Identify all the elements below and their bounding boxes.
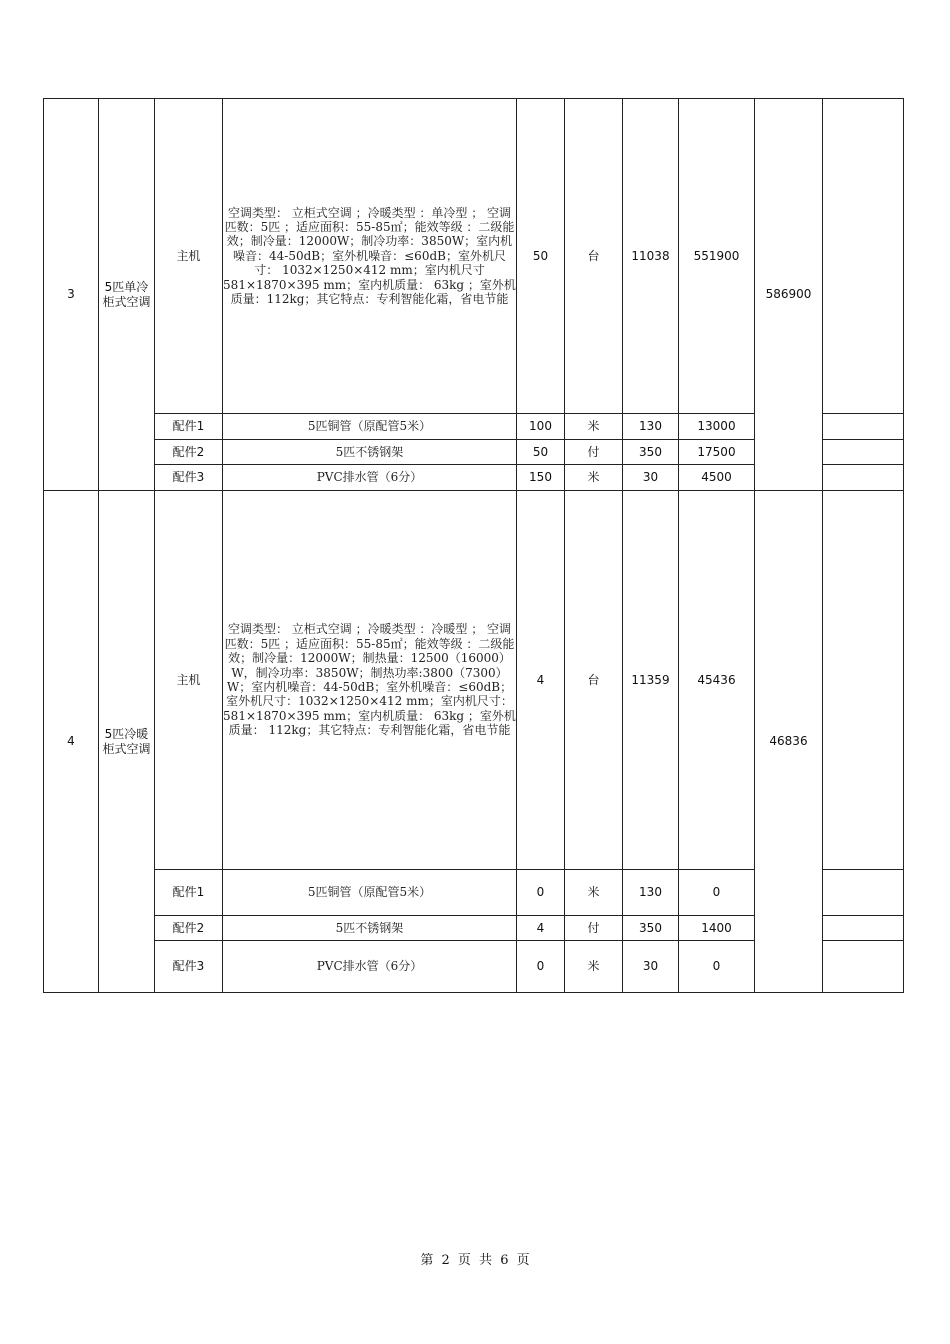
item-name: 5匹单冷柜式空调 <box>99 99 155 491</box>
spec-description: 5匹铜管（原配管5米） <box>223 414 517 440</box>
page-number-footer: 第 2 页 共 6 页 <box>420 1253 530 1268</box>
unit: 米 <box>565 414 623 440</box>
remark-cell <box>823 916 904 941</box>
unit-price: 130 <box>623 414 679 440</box>
item-index: 4 <box>44 491 99 993</box>
spec-description: 5匹不锈钢架 <box>223 440 517 465</box>
unit-price: 30 <box>623 465 679 491</box>
unit: 台 <box>565 99 623 414</box>
remark-cell <box>823 491 904 870</box>
spec-description: 空调类型： 立柜式空调 ；冷暖类型 ：冷暖型 ； 空调匹数：5匹 ；适应面积：55-85㎡；能效等级 ：二级能效；制冷量：12000W；制热量：12500（16000）W，制冷功率：3850W；制热功率:3800（7300）W；室内机噪音：44-50dB；室外机噪音：≤60dB；室外机尺寸：1032×1250×412 mm；室内机尺寸： 581×1870×395 mm；室内机质量： 63kg ；室外机质量： 112kg；其它特点：专利智能化霜，省电节能 <box>223 491 517 870</box>
unit-price: 350 <box>623 916 679 941</box>
remark-cell <box>823 414 904 440</box>
amount: 1400 <box>679 916 755 941</box>
quantity: 4 <box>517 916 565 941</box>
part-name: 配件1 <box>155 414 223 440</box>
amount: 0 <box>679 870 755 916</box>
spec-description: PVC排水管（6分） <box>223 465 517 491</box>
group-total: 586900 <box>755 99 823 491</box>
quantity: 50 <box>517 99 565 414</box>
item-name: 5匹冷暖柜式空调 <box>99 491 155 993</box>
quotation-table <box>43 98 904 993</box>
unit: 米 <box>565 465 623 491</box>
unit: 米 <box>565 941 623 993</box>
part-name: 配件1 <box>155 870 223 916</box>
unit-price: 11038 <box>623 99 679 414</box>
spec-description: 5匹铜管（原配管5米） <box>223 870 517 916</box>
quantity: 100 <box>517 414 565 440</box>
unit-price: 30 <box>623 941 679 993</box>
quantity: 4 <box>517 491 565 870</box>
amount: 551900 <box>679 99 755 414</box>
spec-description: 5匹不锈钢架 <box>223 916 517 941</box>
quantity: 50 <box>517 440 565 465</box>
remark-cell <box>823 870 904 916</box>
unit: 台 <box>565 491 623 870</box>
quantity: 0 <box>517 870 565 916</box>
group-total: 46836 <box>755 491 823 993</box>
table-row <box>44 491 904 870</box>
amount: 4500 <box>679 465 755 491</box>
remark-cell <box>823 465 904 491</box>
part-name: 配件3 <box>155 941 223 993</box>
unit-price: 130 <box>623 870 679 916</box>
amount: 45436 <box>679 491 755 870</box>
item-index: 3 <box>44 99 99 491</box>
part-name: 配件2 <box>155 916 223 941</box>
remark-cell <box>823 440 904 465</box>
remark-cell <box>823 99 904 414</box>
amount: 0 <box>679 941 755 993</box>
spec-description: 空调类型： 立柜式空调 ；冷暖类型 ：单冷型 ； 空调匹数：5匹 ；适应面积：55-85㎡；能效等级 ：二级能效；制冷量：12000W；制冷功率：3850W；室内机噪音：44-50dB；室外机噪音：≤60dB；室外机尺寸： 1032×1250×412 mm；室内机尺寸 581×1870×395 mm；室内机质量： 63kg ；室外机质量：112kg；其它特点：专利智能化霜，省电节能 <box>223 99 517 414</box>
unit-price: 11359 <box>623 491 679 870</box>
unit: 付 <box>565 440 623 465</box>
unit: 米 <box>565 870 623 916</box>
amount: 17500 <box>679 440 755 465</box>
unit: 付 <box>565 916 623 941</box>
part-name: 主机 <box>155 491 223 870</box>
spec-description: PVC排水管（6分） <box>223 941 517 993</box>
table-row <box>44 99 904 414</box>
quantity: 150 <box>517 465 565 491</box>
part-name: 配件2 <box>155 440 223 465</box>
quantity: 0 <box>517 941 565 993</box>
amount: 13000 <box>679 414 755 440</box>
part-name: 主机 <box>155 99 223 414</box>
unit-price: 350 <box>623 440 679 465</box>
part-name: 配件3 <box>155 465 223 491</box>
remark-cell <box>823 941 904 993</box>
